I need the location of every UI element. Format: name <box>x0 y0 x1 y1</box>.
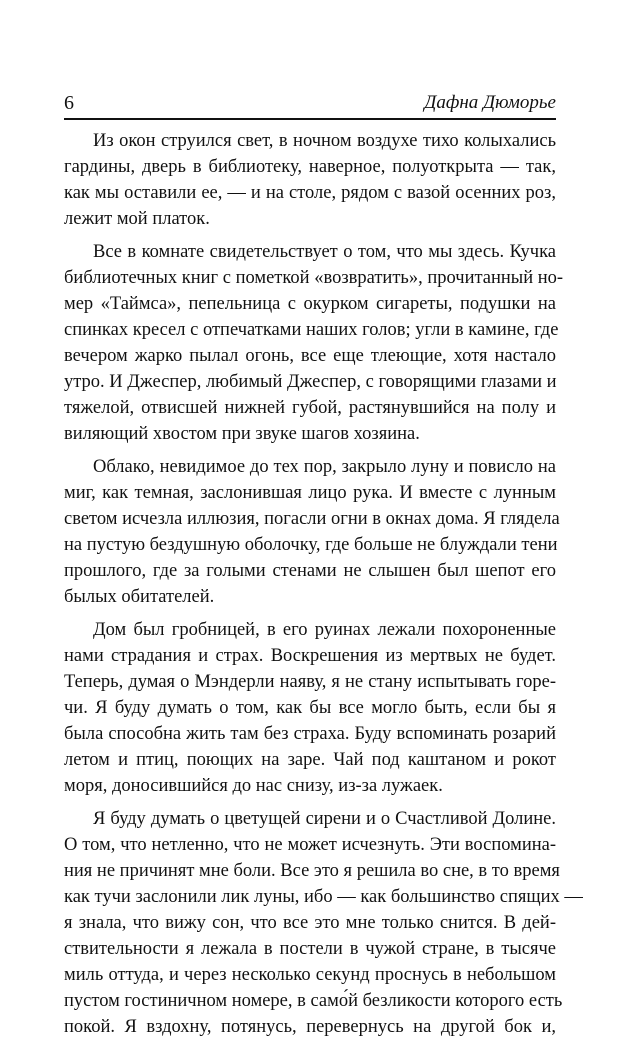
text-line: покой. Я вздохну, потянусь, перевернусь на другой бок и, <box>64 1017 556 1037</box>
paragraph-5 <box>64 806 583 1040</box>
text-line: спинках кресел с отпечатками наших голов; угли в камине, где <box>64 320 559 340</box>
text-line: прошлого, где за голыми стенами не слышен был шепот его <box>64 561 556 581</box>
text-line: миль оттуда, и через несколько секунд проснусь в небольшом <box>64 965 556 985</box>
running-head-author: Дафна Дюморье <box>424 92 556 113</box>
paragraph-4 <box>64 617 556 799</box>
text-line: тяжелой, отвисшей нижней губой, растянувшийся на полу и <box>64 398 556 418</box>
text-line: как тучи заслонили лик луны, ибо — как большинство спящих — <box>64 887 583 907</box>
text-line: О том, что нетленно, что не может исчезнуть. Эти воспомина- <box>64 835 556 855</box>
text-line: гардины, дверь в библиотеку, наверное, полуоткрыта — так, <box>64 157 556 177</box>
text-line: моря, доносившийся до нас снизу, из-за лужаек. <box>64 776 443 796</box>
text-line: вечером жарко пылал огонь, все еще тлеющие, хотя настало <box>64 346 556 366</box>
text-line: Дом был гробницей, в его руинах лежали похороненные <box>93 620 556 640</box>
text-line: чи. Я буду думать о том, как бы все могло быть, если бы я <box>64 698 556 718</box>
paragraph-1 <box>64 128 556 232</box>
page-number: 6 <box>64 92 74 114</box>
text-line: Из окон струился свет, в ночном воздухе тихо колыхались <box>93 131 556 151</box>
text-line: лежит мой платок. <box>64 209 210 229</box>
text-line: библиотечных книг с пометкой «возвратить», прочитанный но- <box>64 268 564 288</box>
text-line: Я буду думать о цветущей сирени и о Счастливой Долине. <box>93 809 556 829</box>
text-line: Облако, невидимое до тех пор, закрыло луну и повисло на <box>93 457 556 477</box>
text-line: летом и птиц, поющих на заре. Чай под каштаном и рокот <box>64 750 556 770</box>
text-line: Все в комнате свидетельствует о том, что мы здесь. Кучка <box>93 242 556 262</box>
text-line: ния не причинят мне боли. Все это я решила во сне, в то время <box>64 861 560 881</box>
text-line: виляющий хвостом при звуке шагов хозяина. <box>64 424 420 444</box>
text-line: былых обитателей. <box>64 587 215 607</box>
header-rule <box>64 118 556 120</box>
text-line: нами страдания и страх. Воскрешения из мертвых не будет. <box>64 646 556 666</box>
text-line: светом исчезла иллюзия, погасли огни в окнах дома. Я глядела <box>64 509 560 529</box>
text-line: мер «Таймса», пепельница с окурком сигареты, подушки на <box>64 294 556 314</box>
text-line: Теперь, думая о Мэндерли наяву, я не стану испытывать горе- <box>64 672 556 692</box>
text-line: была способна жить там без страха. Буду вспоминать розарий <box>64 724 556 744</box>
paragraph-2 <box>64 239 564 447</box>
page-header <box>64 92 556 122</box>
text-line: миг, как темная, заслонившая лицо рука. И вместе с лунным <box>64 483 556 503</box>
text-line: утро. И Джеспер, любимый Джеспер, с говорящими глазами и <box>64 372 557 392</box>
text-line: пустом гостиничном номере, в само́й безликости которого есть <box>64 991 563 1011</box>
paragraph-3 <box>64 454 560 610</box>
text-line: на пустую бездушную оболочку, где больше не блуждали тени <box>64 535 558 555</box>
text-line: ствительности я лежала в постели в чужой стране, в тысяче <box>64 939 556 959</box>
body-text <box>64 128 583 1047</box>
text-line: я знала, что вижу сон, что все это мне только снится. В дей- <box>64 913 556 933</box>
text-line: как мы оставили ее, — и на столе, рядом с вазой осенних роз, <box>64 183 556 203</box>
